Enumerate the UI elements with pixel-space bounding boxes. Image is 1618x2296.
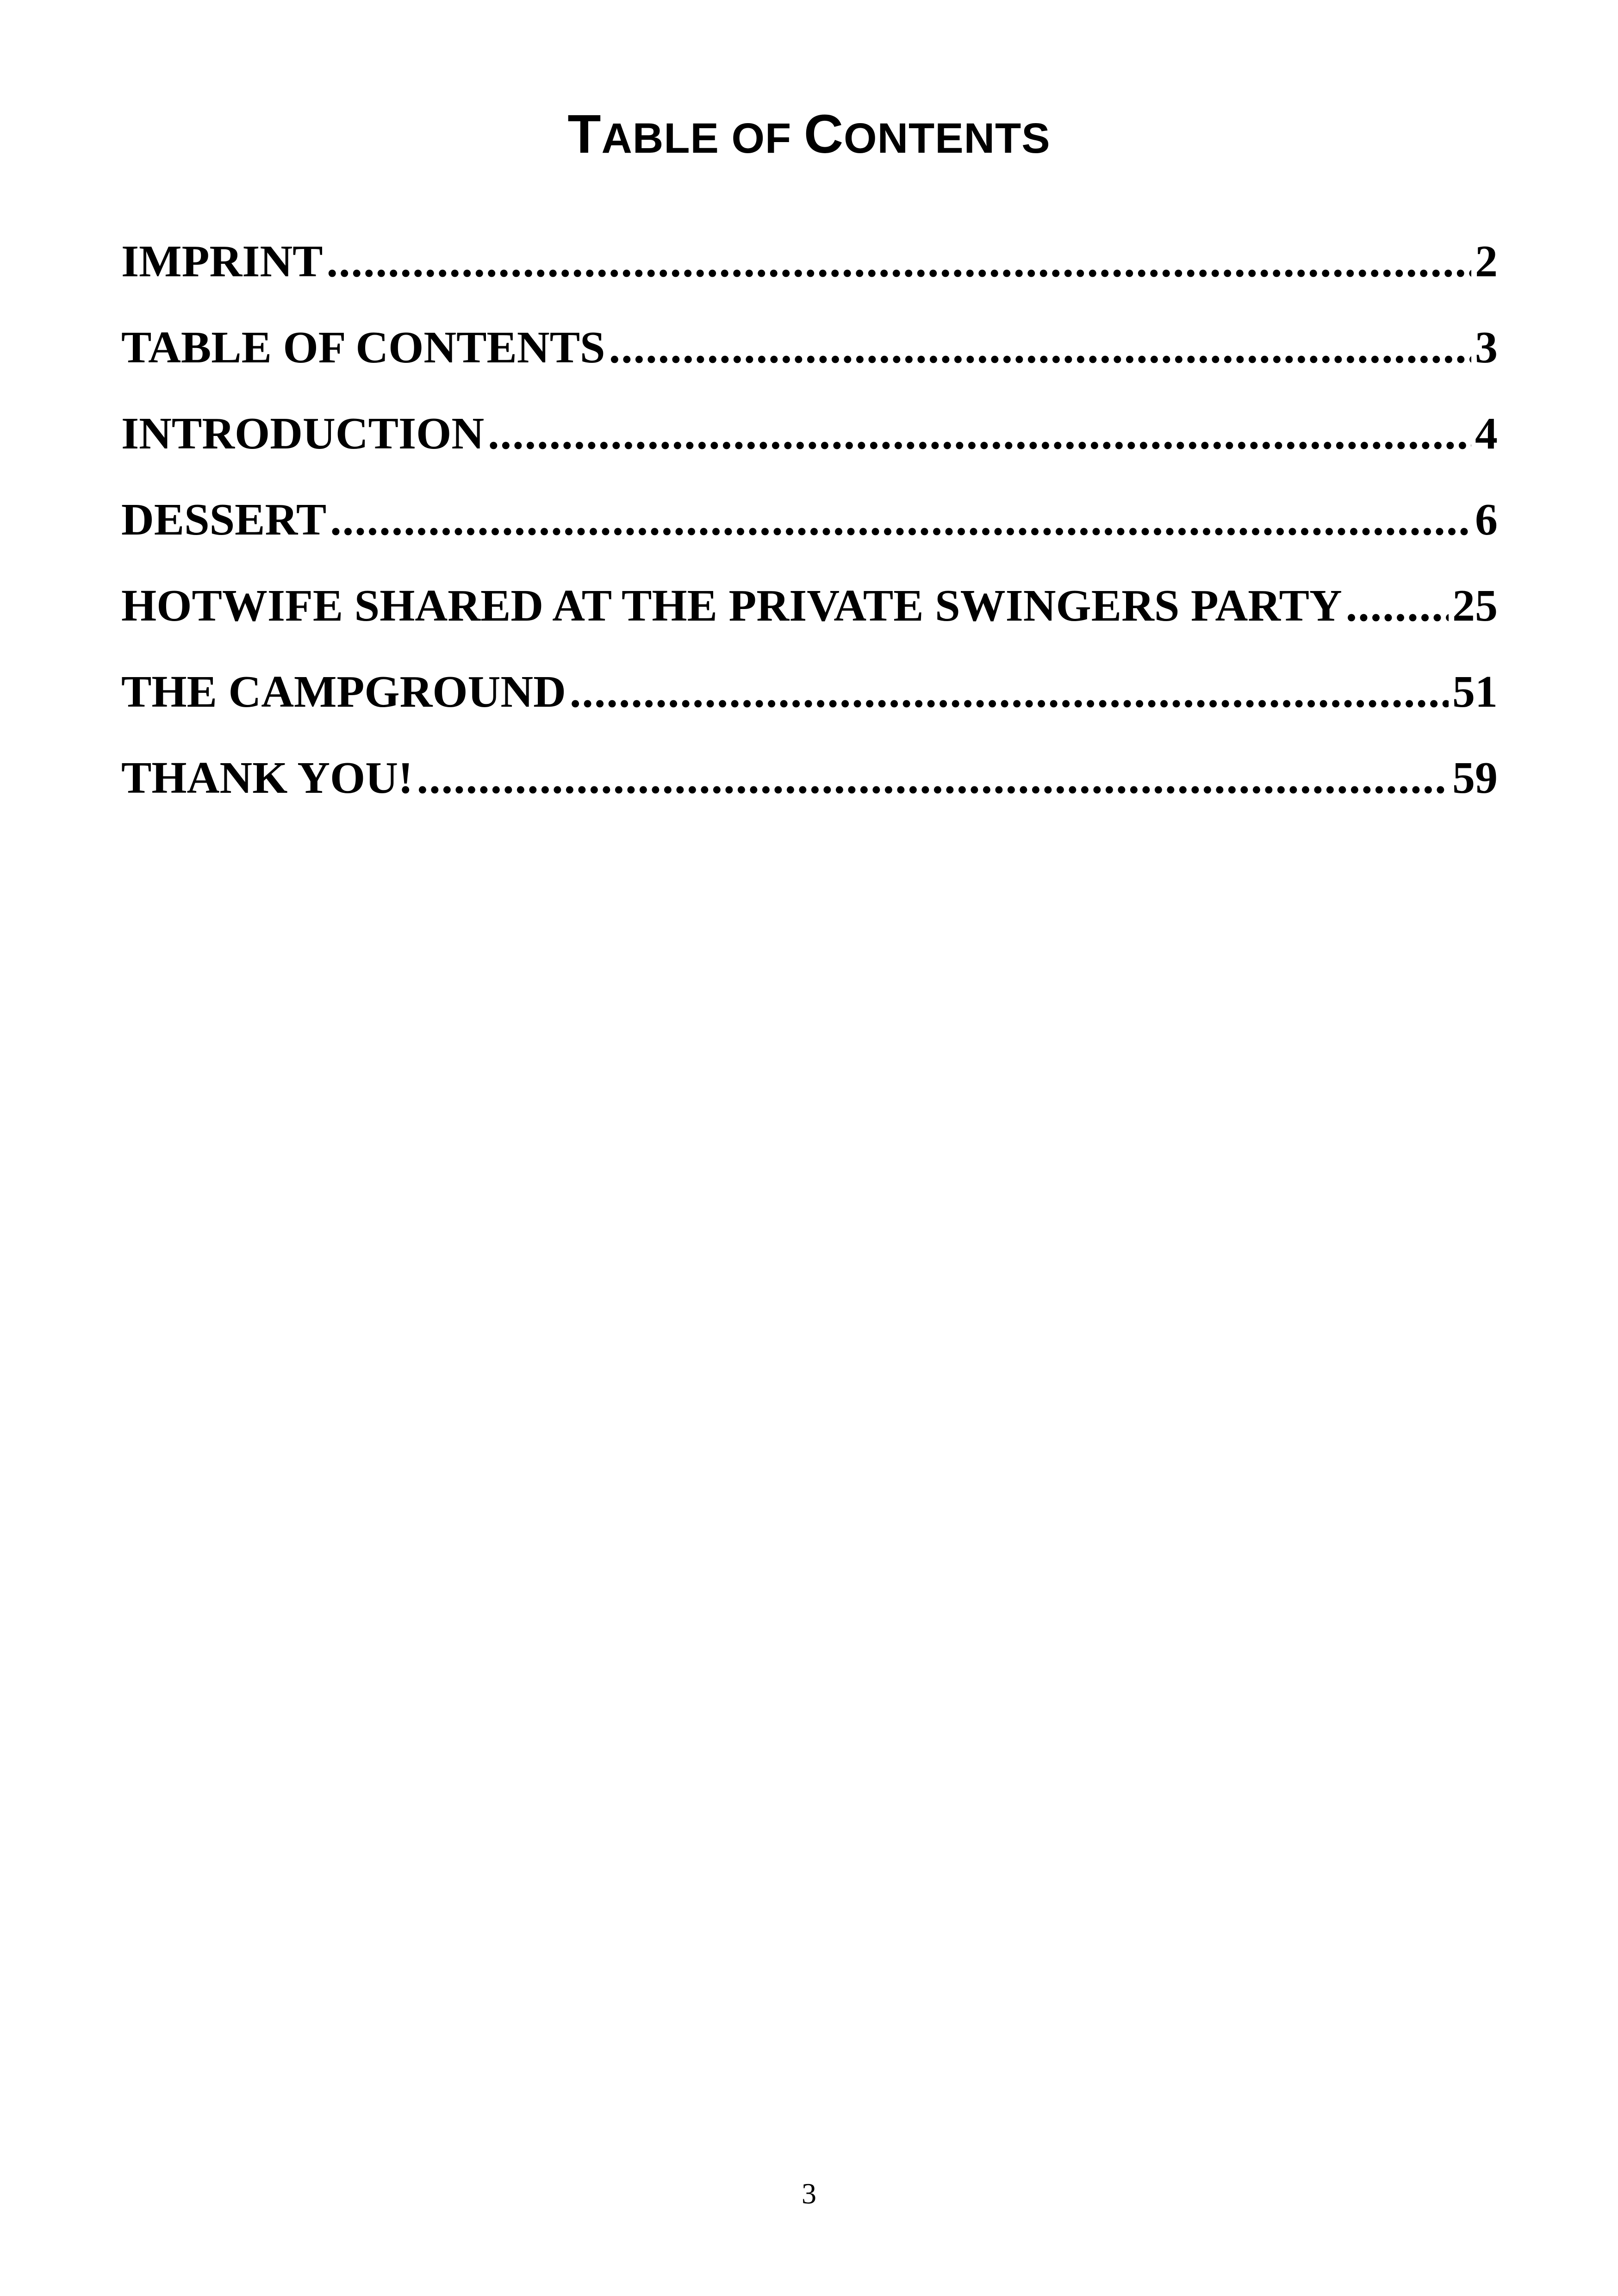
toc-entry-label: THANK YOU! bbox=[121, 753, 413, 803]
toc-entry-table-of-contents[interactable] bbox=[121, 317, 1498, 404]
toc-entry-thank-you[interactable] bbox=[121, 748, 1498, 834]
dot-leader bbox=[570, 662, 1449, 722]
title-initial-t: T bbox=[567, 104, 602, 165]
toc-entry-page: 25 bbox=[1452, 581, 1498, 631]
toc-entry-label: THE CAMPGROUND bbox=[121, 667, 566, 717]
dot-leader bbox=[327, 231, 1471, 292]
toc-entry-hotwife-shared[interactable] bbox=[121, 576, 1498, 662]
toc-entry-introduction[interactable] bbox=[121, 404, 1498, 490]
page-title bbox=[0, 100, 1618, 173]
title-rest-able-of: ABLE OF bbox=[601, 115, 804, 162]
toc-entry-page: 3 bbox=[1475, 323, 1498, 373]
dot-leader bbox=[1346, 576, 1449, 636]
dot-leader bbox=[417, 748, 1449, 808]
page-number: 3 bbox=[802, 2177, 816, 2210]
toc-entry-label: TABLE OF CONTENTS bbox=[121, 323, 605, 373]
title-initial-c: C bbox=[803, 104, 844, 165]
title-rest-ontents: ONTENTS bbox=[844, 115, 1051, 162]
toc-entry-page: 6 bbox=[1475, 495, 1498, 545]
toc-entry-label: DESSERT bbox=[121, 495, 327, 545]
toc-entry-page: 51 bbox=[1452, 667, 1498, 717]
toc-entry-label: INTRODUCTION bbox=[121, 409, 485, 459]
toc-entry-page: 59 bbox=[1452, 753, 1498, 803]
toc-list bbox=[121, 231, 1498, 834]
toc-entry-imprint[interactable] bbox=[121, 231, 1498, 317]
dot-leader bbox=[609, 317, 1471, 378]
toc-entry-page: 4 bbox=[1475, 409, 1498, 459]
toc-entry-label: HOTWIFE SHARED AT THE PRIVATE SWINGERS PARTY bbox=[121, 581, 1342, 631]
toc-entry-the-campground[interactable] bbox=[121, 662, 1498, 748]
dot-leader bbox=[330, 490, 1471, 550]
toc-entry-page: 2 bbox=[1475, 236, 1498, 286]
toc-entry-label: IMPRINT bbox=[121, 236, 323, 286]
dot-leader bbox=[488, 404, 1471, 464]
toc-entry-dessert[interactable] bbox=[121, 490, 1498, 576]
